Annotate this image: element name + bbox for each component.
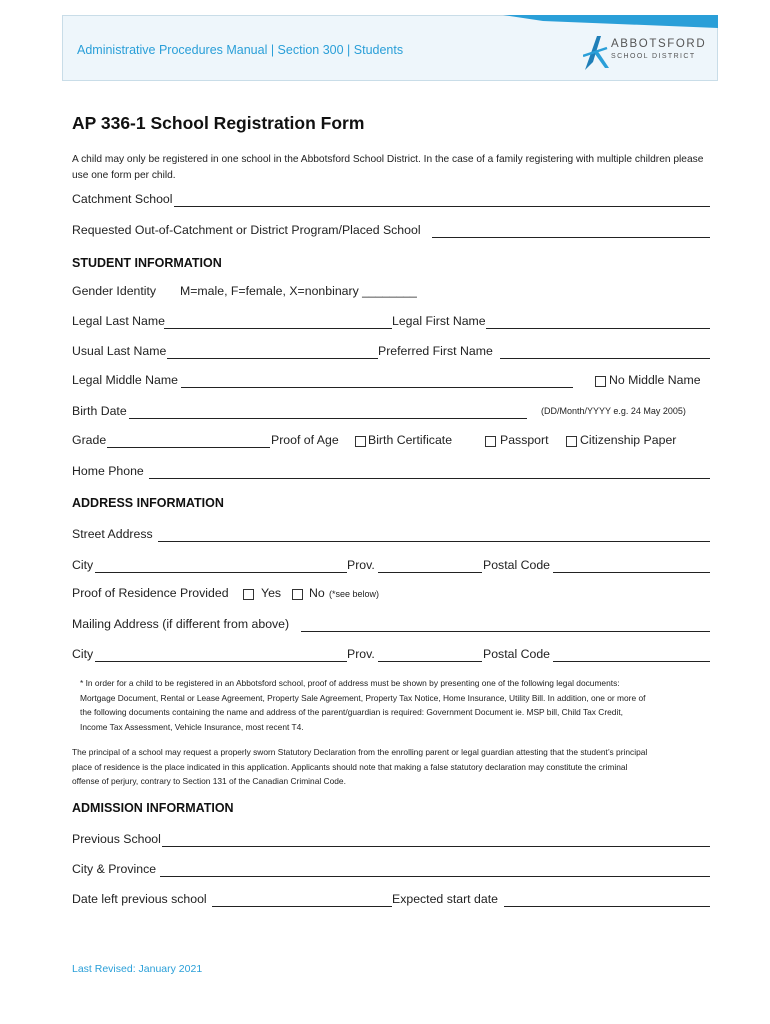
birth-certificate-checkbox[interactable] [355,436,366,447]
prov-label: Prov. [347,558,375,572]
birth-date-field[interactable] [129,418,527,419]
form-title: AP 336-1 School Registration Form [72,113,365,133]
birth-date-row [72,404,712,424]
home-phone-field[interactable] [149,478,710,479]
student-info-heading: STUDENT INFORMATION [72,256,222,270]
city-row [72,558,712,578]
footnote-line-3: the following documents containing the name and address of the parent/guardian is required: Government Document ie. MSP bill, Child Tax Credit, [80,707,623,717]
city2-field[interactable] [95,661,347,662]
street-address-label: Street Address [72,527,153,541]
residence-footnote [80,676,720,734]
citizenship-paper-label: Citizenship Paper [580,433,677,447]
catchment-field[interactable] [174,206,710,207]
legal-middle-name-label: Legal Middle Name [72,373,178,387]
header-accent-stripe [503,15,718,28]
mailing-address-field[interactable] [301,631,710,632]
proof-residence-label: Proof of Residence Provided [72,586,229,600]
preferred-first-name-label: Preferred First Name [378,344,493,358]
intro-text: A child may only be registered in one school in the Abbotsford School District. In the case of a family registering with multiple children please use one form per child. [72,154,704,181]
city-province-label: City & Province [72,862,157,876]
prov2-field[interactable] [378,661,482,662]
gender-label: Gender Identity [72,284,157,298]
gender-options[interactable]: M=male, F=female, X=nonbinary ________ [180,284,417,298]
birth-date-format-hint: (DD/Month/YYYY e.g. 24 May 2005) [541,406,686,416]
citizenship-paper-checkbox[interactable] [566,436,577,447]
city-province-row [72,862,712,882]
logo-line1: ABBOTSFORD [611,38,707,50]
grade-field[interactable] [107,447,270,448]
city-field[interactable] [95,572,347,573]
expected-start-field[interactable] [504,906,710,907]
document-header [62,15,718,81]
usual-name-row [72,344,712,364]
no-middle-name-checkbox[interactable] [595,376,606,387]
legal-last-name-field[interactable] [164,328,392,329]
catchment-label: Catchment School [72,192,173,206]
postal-code-field[interactable] [553,572,710,573]
principal-note [72,745,722,789]
city2-label: City [72,647,94,661]
footnote-line-2: Mortgage Document, Rental or Lease Agreement, Property Sale Agreement, Property Tax Notice, Home Insurance, Utility Bill. In addition, one or more of [80,692,646,703]
date-left-field[interactable] [212,906,392,907]
city2-row [72,647,712,667]
passport-checkbox[interactable] [485,436,496,447]
prov2-label: Prov. [347,647,375,661]
principal-note-line-2: place of residence is the place indicated in this application. Applicants should note that making a false statutory declaration may constitute the criminal [72,761,628,772]
birth-certificate-label: Birth Certificate [368,433,453,447]
header-title: Administrative Procedures Manual | Section 300 | Students [77,43,404,57]
logo-a-mark-icon [583,32,611,72]
admission-info-heading: ADMISSION INFORMATION [72,801,234,815]
see-below-note: (*see below) [329,589,380,599]
mailing-address-row [72,617,712,637]
no-middle-name-label: No Middle Name [609,373,701,387]
last-revised: Last Revised: January 2021 [72,963,203,975]
grade-label: Grade [72,433,107,447]
address-info-heading: ADDRESS INFORMATION [72,496,224,510]
street-address-field[interactable] [158,541,710,542]
prov-field[interactable] [378,572,482,573]
proof-of-age-label: Proof of Age [271,433,339,447]
previous-school-field[interactable] [162,846,710,847]
city-province-field[interactable] [160,876,710,877]
postal-code-label: Postal Code [483,558,550,572]
district-logo [583,32,713,72]
footnote-line-4: Income Tax Assessment, Vehicle Insurance, most recent T4. [80,721,304,732]
mailing-address-label: Mailing Address (if different from above) [72,617,290,631]
grade-row [72,433,712,453]
footnote-line-1: * In order for a child to be registered in an Abbotsford school, proof of address must be shown by presenting one of the following legal documents: [80,678,620,688]
street-address-row [72,527,712,547]
usual-last-name-field[interactable] [167,358,378,359]
legal-name-row [72,314,712,334]
legal-last-name-label: Legal Last Name [72,314,165,328]
legal-middle-row [72,373,712,393]
principal-note-line-1: The principal of a school may request a properly sworn Statutory Declaration from the enrolling parent or legal guardian attesting that the student’s principal [72,747,648,757]
proof-residence-row [72,586,712,606]
requested-school-label: Requested Out-of-Catchment or District Program/Placed School [72,223,421,237]
residence-yes-checkbox[interactable] [243,589,254,600]
legal-first-name-field[interactable] [486,328,710,329]
usual-last-name-label: Usual Last Name [72,344,167,358]
catchment-row [72,192,712,212]
requested-school-field[interactable] [432,237,710,238]
previous-school-row [72,832,712,852]
expected-start-label: Expected start date [392,892,498,906]
passport-label: Passport [500,433,549,447]
preferred-first-name-field[interactable] [500,358,710,359]
requested-school-row [72,223,712,243]
city-label: City [72,558,94,572]
birth-date-label: Birth Date [72,404,127,418]
postal-code2-field[interactable] [553,661,710,662]
postal-code2-label: Postal Code [483,647,550,661]
home-phone-label: Home Phone [72,464,144,478]
residence-yes-label: Yes [261,586,282,600]
logo-line2: SCHOOL DISTRICT [611,53,696,60]
legal-middle-name-field[interactable] [181,387,573,388]
home-phone-row [72,464,712,484]
residence-no-checkbox[interactable] [292,589,303,600]
legal-first-name-label: Legal First Name [392,314,486,328]
date-left-label: Date left previous school [72,892,207,906]
dates-row [72,892,712,912]
previous-school-label: Previous School [72,832,161,846]
principal-note-line-3: offense of perjury, contrary to Section 131 of the Canadian Criminal Code. [72,776,346,786]
gender-row [72,284,712,304]
residence-no-label: No [309,586,325,600]
